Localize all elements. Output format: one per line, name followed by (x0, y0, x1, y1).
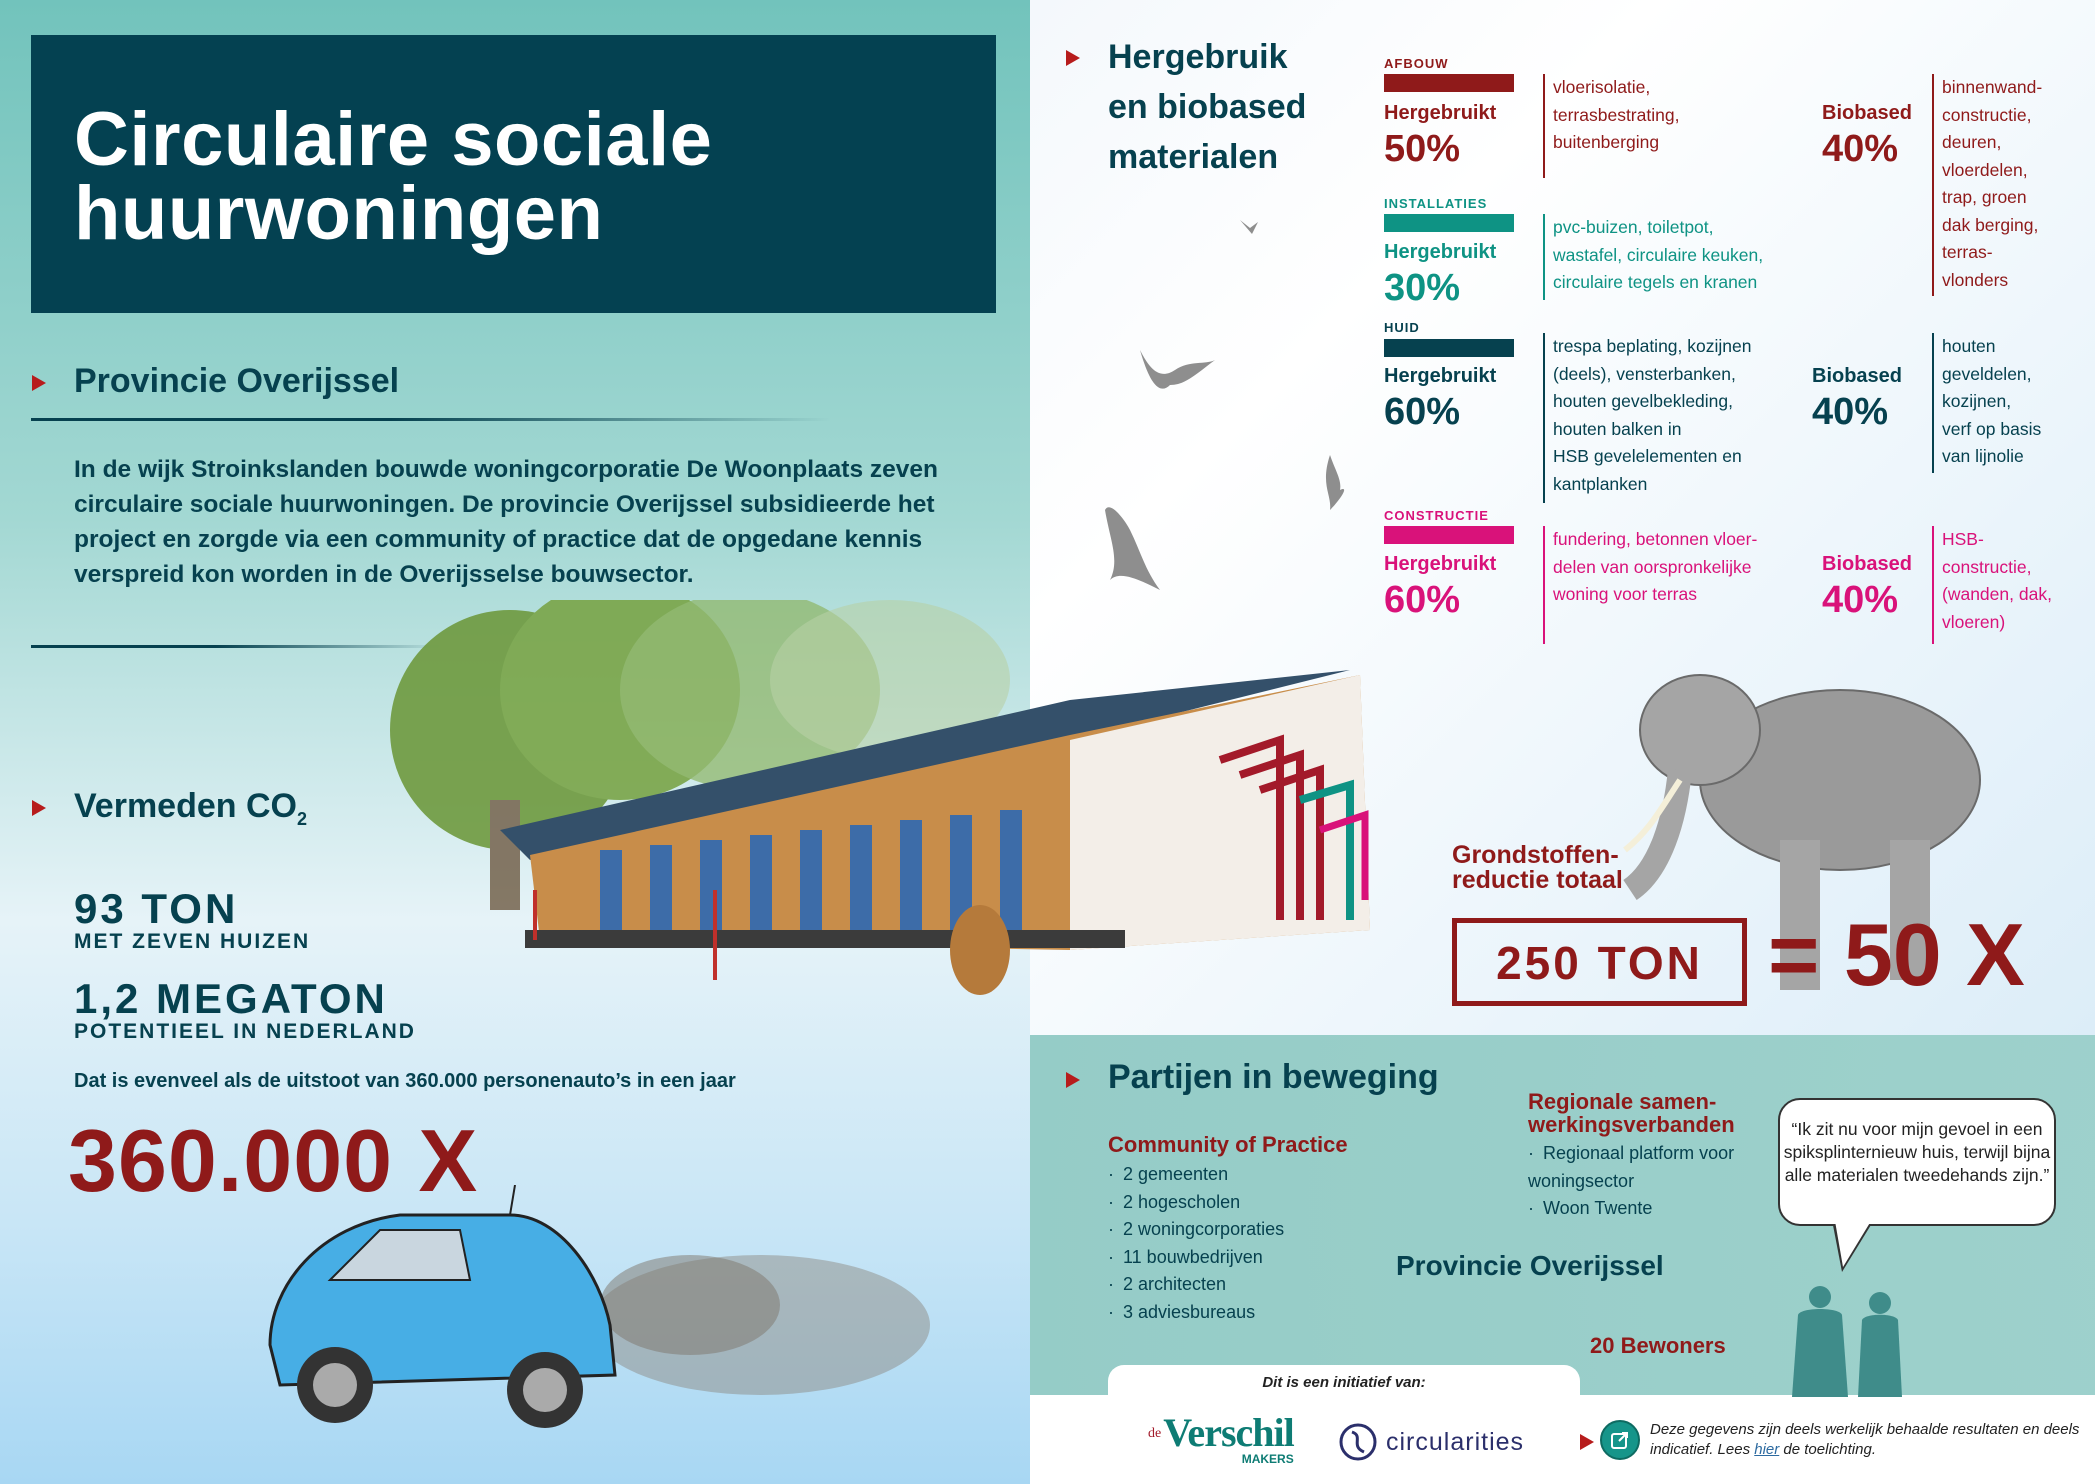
speech-bubble-tail-fill (1835, 1221, 1871, 1267)
bio-items: houten geveldelen, kozijnen, verf op basis van lijnolie (1932, 333, 2041, 473)
page-title: Circulaire sociale huurwoningen (74, 97, 713, 256)
bio-items: HSB- constructie, (wanden, dak, vloeren) (1932, 526, 2052, 644)
category-bar (1384, 526, 1514, 544)
bio-pct: 40% (1822, 128, 1899, 170)
bio-label: Biobased (1812, 365, 1903, 387)
house-illustration (370, 600, 1410, 1020)
co2-comparison: Dat is evenveel als de uitstoot van 360.000 personenauto’s in een jaar (74, 1070, 736, 1092)
external-link-icon[interactable] (1600, 1420, 1640, 1460)
bio-pct: 40% (1812, 391, 1889, 433)
section-arrow-icon (1066, 50, 1080, 66)
list-item: · 2 woningcorporaties (1108, 1216, 1284, 1244)
divider (31, 418, 831, 421)
grondstoffen-equals: = 50 X (1768, 905, 2025, 1004)
reuse-items: trespa beplating, kozijnen (deels), vensterbanken, houten gevelbekleding, houten balken in HSB gevelelementen en kantplanken (1543, 333, 1751, 503)
logo-main: Verschil (1163, 1410, 1294, 1455)
reuse-items: pvc-buizen, toiletpot, wastafel, circulaire keuken, circulaire tegels en kranen (1543, 214, 1763, 300)
quote-bubble: “Ik zit nu voor mijn gevoel in een spiksplinternieuw huis, terwijl bijna alle materialen tweedehands zijn.” (1778, 1098, 2056, 1226)
category-bar (1384, 74, 1514, 92)
bio-label: Biobased (1822, 102, 1913, 124)
reuse-items: fundering, betonnen vloer- delen van oorspronkelijke woning voor terras (1543, 526, 1757, 644)
intro-heading: Provincie Overijssel (74, 362, 400, 400)
category-afbouw: AFBOUW (1384, 56, 1449, 71)
logo-verschilmakers[interactable] (1148, 1410, 1294, 1466)
bio-pct: 40% (1822, 579, 1899, 621)
reuse-pct: 30% (1384, 267, 1461, 309)
list-item: · 2 hogescholen (1108, 1189, 1284, 1217)
reuse-pct: 60% (1384, 579, 1461, 621)
co2-stat-houses-label: MET ZEVEN HUIZEN (74, 930, 311, 953)
logo-text: circularities (1386, 1427, 1525, 1456)
residents-silhouette-icon (1770, 1285, 1930, 1397)
co2-stat-houses: 93 TON (74, 885, 239, 932)
category-bar (1384, 339, 1514, 357)
car-illustration (260, 1185, 1000, 1445)
cop-heading: Community of Practice (1108, 1132, 1348, 1157)
reuse-items: vloerisolatie, terrasbestrating, buitenberging (1543, 74, 1679, 178)
co2-stat-nl-label: POTENTIEEL IN NEDERLAND (74, 1020, 416, 1043)
reuse-label: Hergebruikt (1384, 365, 1497, 387)
materials-heading: Hergebruik en biobased materialen (1108, 38, 1307, 176)
co2-heading: Vermeden $CO_2$ (74, 787, 307, 829)
disclaimer-note (1650, 1420, 2090, 1460)
residents-label: 20 Bewoners (1590, 1333, 1726, 1358)
section-arrow-icon (1066, 1072, 1080, 1088)
initiatief-label: Dit is een initiatief van: (1108, 1365, 1580, 1405)
note-text: de toelichting. (1779, 1441, 1876, 1458)
list-item: · Woon Twente (1528, 1195, 1758, 1223)
logo-sub: MAKERS (1241, 1452, 1294, 1466)
partijen-heading: Partijen in beweging (1108, 1058, 1439, 1096)
center-label: Provincie Overijssel (1396, 1250, 1664, 1281)
reuse-label: Hergebruikt (1384, 241, 1497, 263)
reuse-pct: 50% (1384, 128, 1461, 170)
list-item: · 11 bouwbedrijven (1108, 1244, 1284, 1272)
cop-list (1108, 1161, 1284, 1326)
list-item: · 3 adviesbureaus (1108, 1299, 1284, 1327)
reuse-pct: 60% (1384, 391, 1461, 433)
logo-circularities[interactable] (1338, 1422, 1524, 1462)
grondstoffen-label: Grondstoffen- reductie totaal (1452, 841, 1623, 894)
list-item: · 2 architecten (1108, 1271, 1284, 1299)
title-banner (31, 35, 996, 313)
reuse-label: Hergebruikt (1384, 553, 1497, 575)
list-item: · 2 gemeenten (1108, 1161, 1284, 1189)
logo-prefix: de (1148, 1426, 1162, 1441)
reuse-label: Hergebruikt (1384, 102, 1497, 124)
bio-label: Biobased (1822, 553, 1913, 575)
co2-stat-nl: 1,2 MEGATON (74, 975, 388, 1022)
regional-heading: Regionale samen- werkingsverbanden (1528, 1089, 1735, 1137)
regional-list (1528, 1140, 1758, 1223)
category-huid: HUID (1384, 320, 1420, 335)
note-arrow-icon (1580, 1434, 1594, 1450)
section-arrow-icon (32, 800, 46, 816)
circularities-logo-icon (1338, 1422, 1382, 1462)
list-item: · Regionaal platform voor woningsector (1528, 1140, 1758, 1195)
bio-items: binnenwand- constructie, deuren, vloerdelen, trap, groen dak berging, terras- vlonders (1932, 74, 2042, 296)
toelichting-link[interactable]: hier (1754, 1441, 1780, 1458)
category-constructie: CONSTRUCTIE (1384, 508, 1489, 523)
section-arrow-icon (32, 375, 46, 391)
note-text: Deze gegevens zijn deels werkelijk behaalde resultaten en deels indicatief. Lees (1650, 1421, 2080, 1458)
category-bar (1384, 214, 1514, 232)
birds-illustration (1080, 210, 1380, 610)
category-installaties: INSTALLATIES (1384, 196, 1488, 211)
grondstoffen-value: 250 TON (1452, 918, 1747, 1006)
intro-text: In de wijk Stroinkslanden bouwde woningcorporatie De Woonplaats zeven circulaire sociale huurwoningen. De provincie Overijssel subsidieerde het project en zorgde via een community of practice dat de opgedane kennis verspreid kon worden in de Overijsselse bouwsector. (74, 456, 938, 588)
co2-car-count: 360.000 X (68, 1111, 479, 1210)
